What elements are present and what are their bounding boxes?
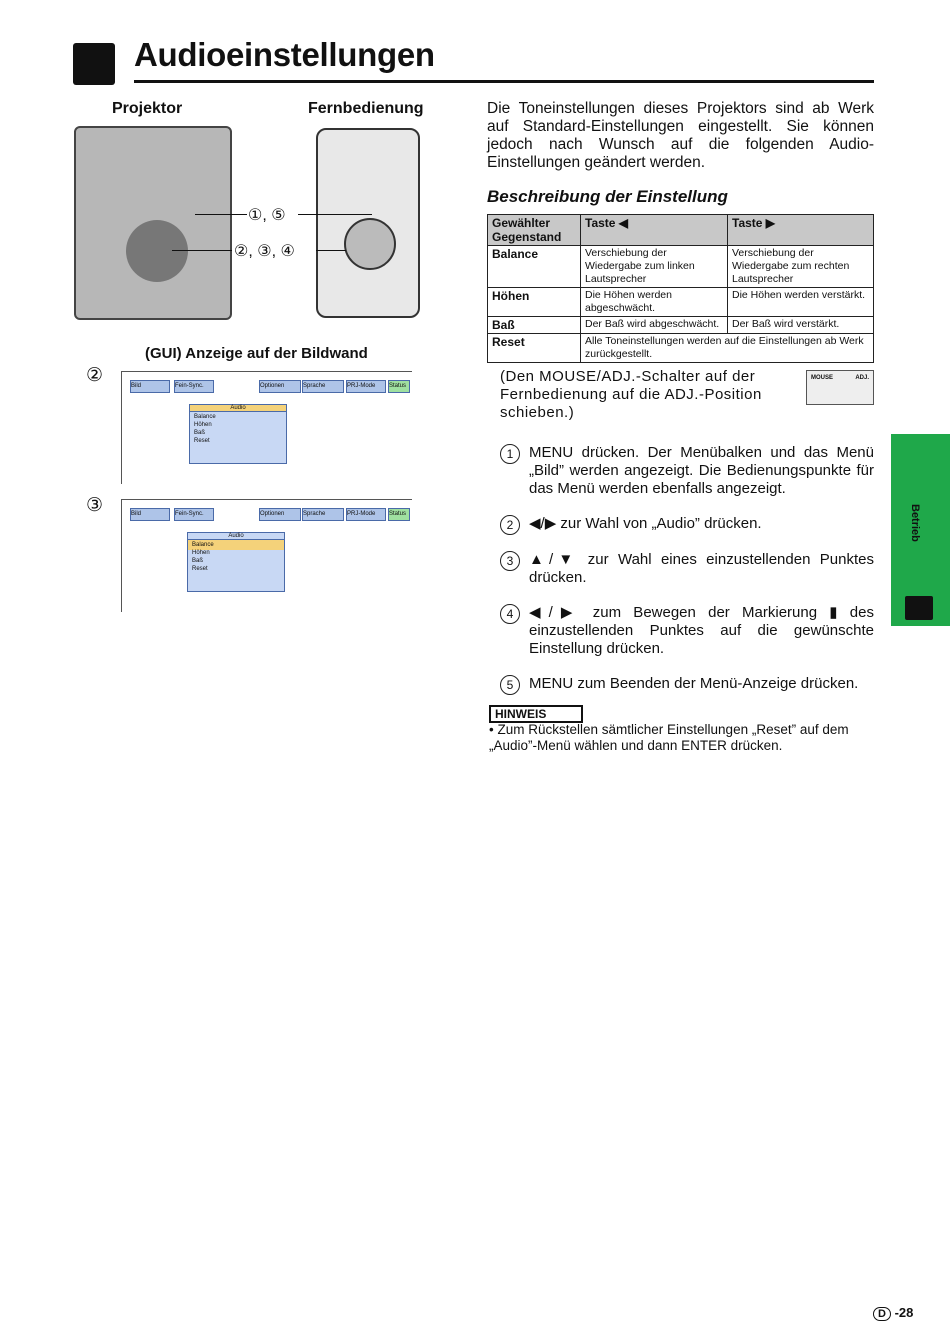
table-header: Gewählter Gegenstand [488, 215, 581, 246]
title-rule [134, 80, 874, 83]
page-number [873, 1305, 913, 1321]
audio-item-selected: Balance [188, 540, 284, 550]
projector-panel-illustration [74, 126, 232, 320]
audio-menu [189, 404, 287, 464]
menu-tab: Sprache [302, 508, 344, 521]
step-number: 2 [500, 515, 520, 535]
gui-label: (GUI) Anzeige auf der Bildwand [145, 345, 368, 362]
step-5 [500, 675, 874, 693]
step-1 [500, 444, 874, 498]
gui-step-2: ② [86, 365, 104, 386]
step-number: 1 [500, 444, 520, 464]
step-text: ◀/▶ zum Bewegen der Markierung ▮ des einzustellenden Punktes auf die gewünschte Einstellung drücken. [529, 604, 874, 657]
page-title: Audioeinstellungen [134, 36, 435, 73]
table-cell: Alle Toneinstellungen werden auf die Einstellungen ab Werk zurückgestellt. [581, 334, 874, 363]
audio-item: Reset [192, 566, 208, 572]
hinweis-text: • Zum Rückstellen sämtlicher Einstellungen „Reset” auf dem „Audio”-Menü wählen und dann ENTER drücken. [489, 722, 849, 753]
page-number-value: -28 [894, 1305, 914, 1320]
callout-b: ②, ③, ④ [234, 243, 295, 260]
side-tab [891, 434, 950, 626]
table-cell: Baß [488, 317, 581, 334]
step-number: 3 [500, 551, 520, 571]
step-text: MENU zum Beenden der Menü-Anzeige drücken. [529, 675, 859, 692]
table-cell: Die Höhen werden verstärkt. [728, 288, 874, 317]
table-cell: Höhen [488, 288, 581, 317]
switch-label-adj: ADJ. [855, 375, 869, 381]
menu-tab: Status [388, 380, 410, 393]
remote-dpad [344, 218, 396, 270]
audio-item: Balance [194, 414, 216, 420]
remote-illustration [316, 128, 420, 318]
audio-item: Höhen [194, 422, 212, 428]
audio-item: Baß [192, 558, 204, 564]
step-text: ◀/▶ zur Wahl von „Audio” drücken. [529, 515, 762, 532]
audio-menu-title: Audio [188, 533, 284, 540]
callout-line-b [172, 250, 232, 251]
callout-a: ①, ⑤ [248, 207, 286, 224]
table-cell: Verschiebung der Wiedergabe zum linken Lautsprecher [581, 246, 728, 288]
step-number: 5 [500, 675, 520, 695]
section-title: Beschreibung der Einstellung [487, 187, 728, 206]
table-row [488, 246, 874, 288]
audio-menu-title: Audio [190, 405, 286, 412]
remote-label: Fernbedienung [308, 100, 424, 117]
callout-line-b2 [316, 250, 346, 251]
menu-tab: Fein-Sync. [174, 380, 214, 393]
callout-line-a [195, 214, 247, 215]
table-cell: Balance [488, 246, 581, 288]
hinweis-label: HINWEIS [489, 705, 583, 723]
step-text: MENU drücken. Der Menübalken und das Menü „Bild” werden angezeigt. Die Bedienungspunkte für das Menü werden ebenfalls angezeigt. [529, 444, 874, 497]
menu-tab: Status [388, 508, 410, 521]
table-cell: Die Höhen werden abgeschwächt. [581, 288, 728, 317]
side-tab-label: Betrieb [909, 504, 921, 542]
switch-label-mouse: MOUSE [811, 375, 834, 381]
menu-tab: Optionen [259, 380, 301, 393]
table-cell: Der Baß wird abgeschwächt. [581, 317, 728, 334]
table-header: Taste ◀ [581, 215, 728, 246]
step-4 [500, 604, 874, 658]
audio-menu [187, 532, 285, 592]
mouse-adj-switch-illustration [806, 370, 874, 405]
intro-paragraph: Die Toneinstellungen dieses Projektors sind ab Werk auf Standard-Einstellungen eingestellt. Sie können jedoch nach Wunsch auf die folgenden Audio-Einstellungen geändert werden. [487, 100, 874, 171]
table-cell: Reset [488, 334, 581, 363]
audio-item: Reset [194, 438, 210, 444]
table-row [488, 288, 874, 317]
menu-tab: PRJ-Mode [346, 508, 386, 521]
audio-item: Baß [194, 430, 206, 436]
table-row [488, 334, 874, 363]
settings-table [487, 214, 874, 363]
table-header: Taste ▶ [728, 215, 874, 246]
switch-note: (Den MOUSE/ADJ.-Schalter auf der Fernbedienung auf die ADJ.-Position schieben.) [500, 368, 762, 421]
table-cell: Verschiebung der Wiedergabe zum rechten Lautsprecher [728, 246, 874, 288]
step-2 [500, 515, 874, 533]
menu-tab: Sprache [302, 380, 344, 393]
menu-tab: PRJ-Mode [346, 380, 386, 393]
gui-step-3: ③ [86, 495, 104, 516]
step-3 [500, 551, 874, 587]
projector-dpad [126, 220, 188, 282]
table-cell: Der Baß wird verstärkt. [728, 317, 874, 334]
menu-tab: Optionen [259, 508, 301, 521]
callout-line-a2 [298, 214, 372, 215]
section-icon [905, 596, 933, 620]
step-text: ▲/▼ zur Wahl eines einzustellenden Punktes drücken. [529, 551, 874, 586]
step-number: 4 [500, 604, 520, 624]
table-row [488, 317, 874, 334]
menu-tab: Fein-Sync. [174, 508, 214, 521]
audio-item: Höhen [192, 550, 210, 556]
gui-screen-2 [121, 371, 412, 484]
menu-tab: Bild [130, 508, 170, 521]
lang-badge: D [873, 1307, 891, 1321]
menu-tab: Bild [130, 380, 170, 393]
gui-screen-3 [121, 499, 412, 612]
projector-label: Projektor [112, 100, 183, 117]
section-icon [73, 43, 115, 85]
